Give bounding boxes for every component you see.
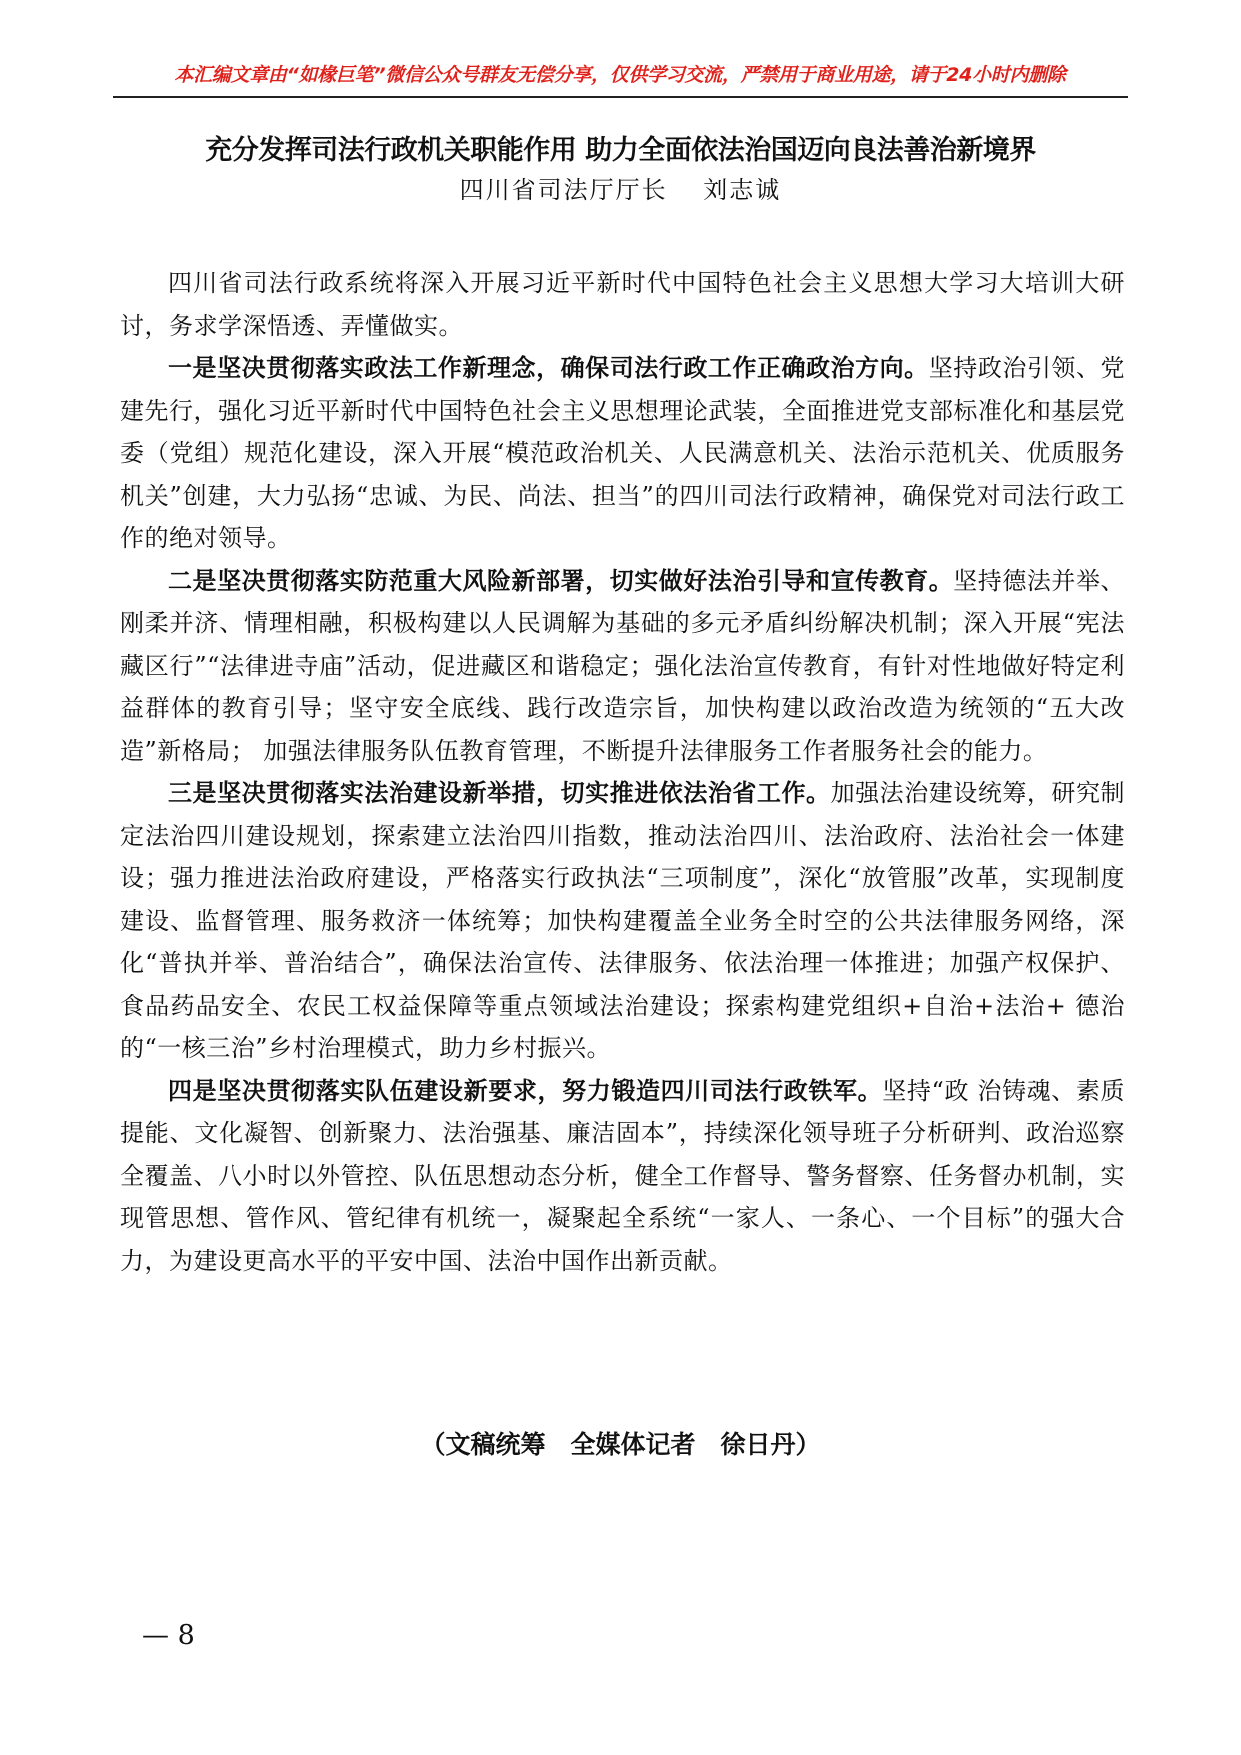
page-number: — 8 (142, 1620, 195, 1651)
header-divider (113, 96, 1128, 98)
article-credit: （文稿统筹 全媒体记者 徐日丹） (420, 1430, 821, 1459)
section-paragraph-4 (120, 1070, 1125, 1283)
disclaimer-banner: 本汇编文章由“如椽巨笔”微信公众号群友无偿分享，仅供学习交流，严禁用于商业用途，请于24小时内删除 (174, 64, 1066, 86)
section-body-3: 加强法治建设统筹，研究制定法治四川建设规划，探索建立法治四川指数，推动法治四川、法治政府、法治社会一体建设；强力推进法治政府建设，严格落实行政执法“三项制度”，深化“放管服”改革，实现制度建设、监督管理、服务救济一体统筹；加快构建覆盖全业务全时空的公共法律服务网络，深化“普执并举、普治结合”，确保法治宣传、法律服务、依法治理一体推进；加强产权保护、食品药品安全、农民工权益保障等重点领域法治建设；探索构建党组织+自治+法治+ 德治的“一核三治”乡村治理模式，助力乡村振兴。 (120, 779, 1126, 1062)
section-heading-1: 一是坚决贯彻落实政法工作新理念，确保司法行政工作正确政治方向。 (168, 353, 929, 382)
section-heading-4: 四是坚决贯彻落实队伍建设新要求，努力锻造四川司法行政铁军。 (168, 1075, 883, 1105)
section-body-1: 坚持政治引领、党建先行，强化习近平新时代中国特色社会主义思想理论武装，全面推进党支部标准化和基层党委（党组）规范化建设，深入开展“模范政治机关、人民满意机关、法治示范机关、优质服务机关”创建，大力弘扬“忠诚、为民、尚法、担当”的四川司法行政精神，确保党对司法行政工作的绝对领导。 (120, 354, 1126, 552)
intro-paragraph: 四川省司法行政系统将深入开展习近平新时代中国特色社会主义思想大学习大培训大研讨，务求学深悟透、弄懂做实。 (120, 269, 1125, 340)
article-body (120, 262, 1125, 1282)
section-body-4: 坚持“政 治铸魂、素质提能、文化凝智、创新聚力、法治强基、廉洁固本”，持续深化领导班子分析研判、政治巡察全覆盖、八小时以外管控、队伍思想动态分析，健全工作督导、警务督察、任务督办机制，实现管思想、管作风、管纪律有机统一，凝聚起全系统“一家人、一条心、一个目标”的强大合力，为建设更高水平的平安中国、法治中国作出新贡献。 (120, 1076, 1126, 1275)
section-paragraph-3 (120, 772, 1125, 1070)
section-heading-2: 二是坚决贯彻落实防范重大风险新部署，切实做好法治引导和宣传教育。 (168, 565, 954, 595)
section-paragraph-2 (120, 560, 1125, 773)
article-byline: 四川省司法厅厅长 刘志诚 (459, 176, 782, 204)
section-paragraph-1 (120, 347, 1125, 560)
section-body-2: 坚持德法并举、刚柔并济、情理相融，积极构建以人民调解为基础的多元矛盾纠纷解决机制；深入开展“宪法藏区行”“法律进寺庙”活动，促进藏区和谐稳定；强化法治宣传教育，有针对性地做好特定利益群体的教育引导；坚守安全底线、践行改造宗旨，加快构建以政治改造为统领的“五大改造”新格局； 加强法律服务队伍教育管理，不断提升法律服务工作者服务社会的能力。 (120, 566, 1126, 765)
article-title: 充分发挥司法行政机关职能作用 助力全面依法治国迈向良法善治新境界 (205, 135, 1036, 166)
section-heading-3: 三是坚决贯彻落实法治建设新举措，切实推进依法治省工作。 (168, 778, 831, 807)
